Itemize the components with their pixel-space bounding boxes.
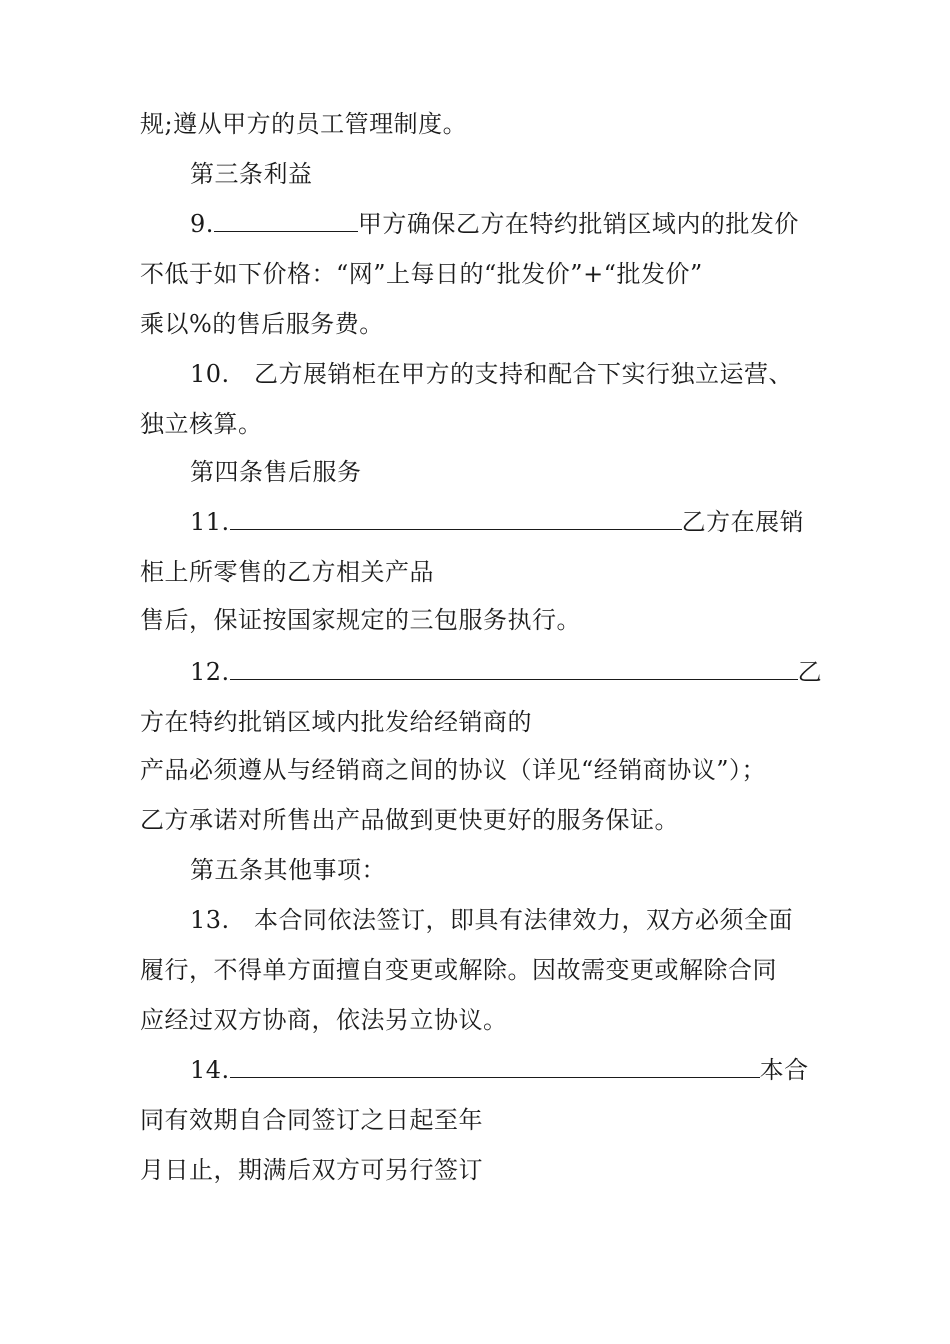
fill-blank [230,1055,760,1078]
text-line-1: 规;遵从甲方的员工管理制度。 [140,110,468,138]
clause-10: 10. 乙方展销柜在甲方的支持和配合下实行独立运营、 [190,360,794,388]
clause-text: 乙方在展销 [681,508,805,536]
clause-11 [190,506,804,538]
text-line-10: 柜上所零售的乙方相关产品 [140,558,434,586]
text-line-11: 售后，保证按国家规定的三包服务执行。 [140,606,581,634]
fill-blank [230,507,682,530]
fill-blank [214,209,358,232]
text-line-19: 应经过双方协商，依法另立协议。 [140,1006,508,1034]
fill-blank [230,657,798,680]
clause-number: 11. [190,508,230,536]
text-line-14: 产品必须遵从与经销商之间的协议（详见“经销商协议”）； [140,756,767,784]
section-heading-3: 第三条利益 [190,160,313,188]
clause-12 [190,656,822,688]
clause-number: 12. [190,658,230,686]
text-line-15: 乙方承诺对所售出产品做到更快更好的服务保证。 [140,806,679,834]
clause-text: 本合 [759,1056,809,1084]
clause-text: 乙 [797,658,823,686]
text-line-22: 月日止，期满后双方可另行签订 [140,1156,483,1184]
text-line-13: 方在特约批销区域内批发给经销商的 [140,708,532,736]
section-heading-5: 第五条其他事项： [190,856,386,884]
section-heading-4: 第四条售后服务 [190,458,362,486]
text-line-4: 不低于如下价格：“网”上每日的“批发价”+“批发价” [140,260,703,288]
clause-9 [190,208,799,240]
text-line-7: 独立核算。 [140,410,263,438]
clause-number: 14. [190,1056,230,1084]
clause-14 [190,1054,809,1086]
clause-number: 9. [190,210,214,238]
text-line-18: 履行，不得单方面擅自变更或解除。因故需变更或解除合同 [140,956,777,984]
text-line-21: 同有效期自合同签订之日起至年 [140,1106,483,1134]
clause-text: 甲方确保乙方在特约批销区域内的批发价 [357,210,799,238]
clause-13: 13. 本合同依法签订，即具有法律效力，双方必须全面 [190,906,794,934]
text-line-5: 乘以%的售后服务费。 [140,310,384,338]
